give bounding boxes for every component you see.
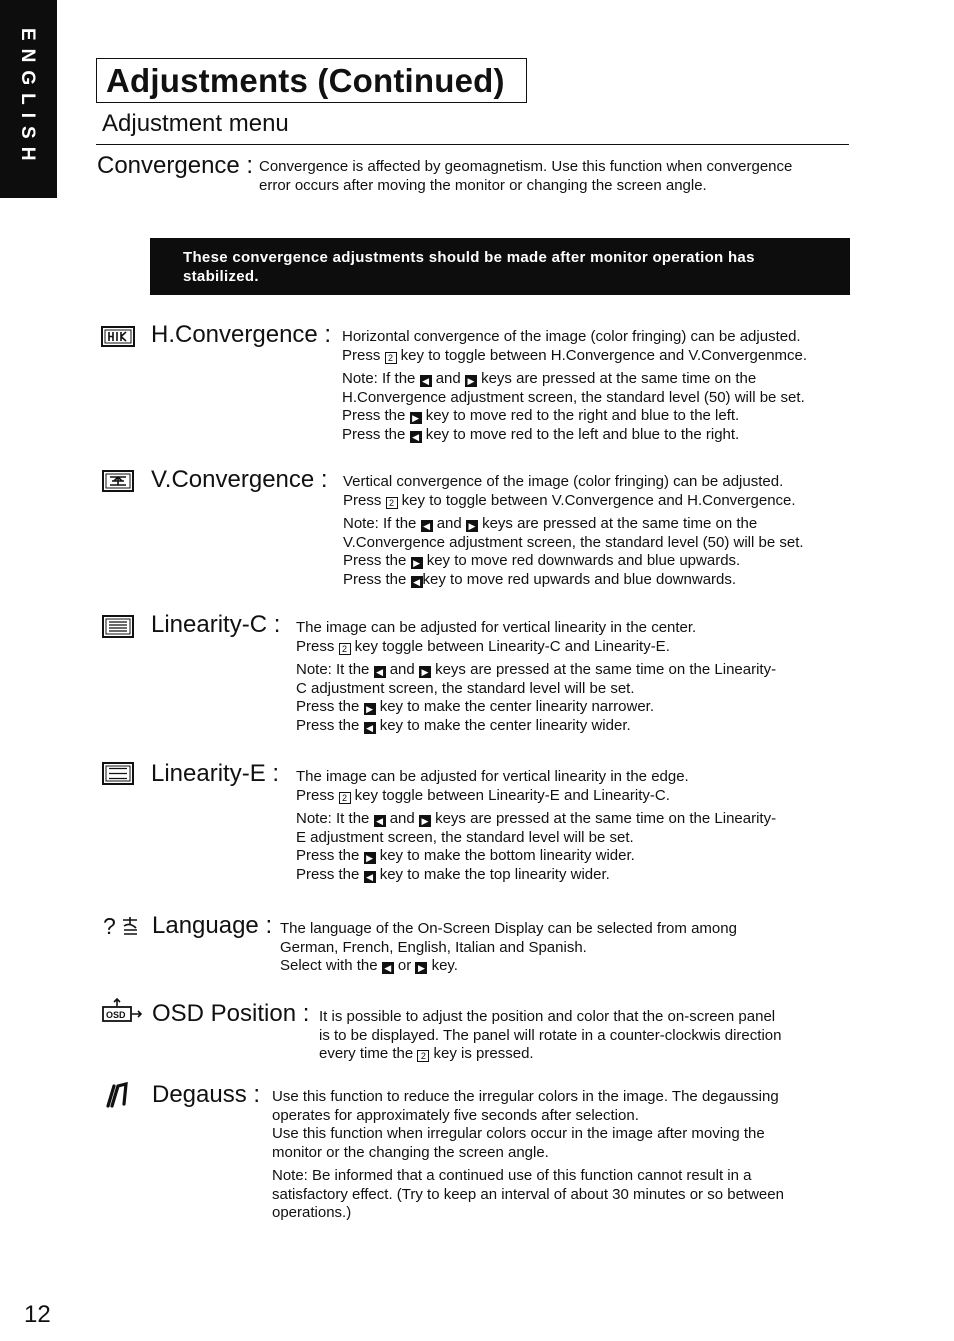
left-key-icon: ◀	[364, 722, 376, 734]
h-convergence-description: Horizontal convergence of the image (color fringing) can be adjusted. Press 2 key to toggle between H.Convergence and V.Convergenmce. Note: If the ◀ and ▶ keys are pressed at the same time on the H.Convergence adjustment screen, the standard level (50) will be set. Press the ▶ key to move red to the right and blue to the left. Press the ◀ key to move red to the left and blue to the right.	[342, 328, 808, 443]
degauss-label: Degauss :	[152, 1081, 261, 1108]
linearity-c-description: The image can be adjusted for vertical linearity in the center. Press 2 key toggle between Linearity-C and Linearity-E. Note: It the ◀ and ▶ keys are pressed at the same time on the Linearity- C adjustment screen, the standard level will be set. Press the ▶ key to make the center linearity narrower. Press the ◀ key to make the center linearity wider.	[296, 619, 777, 734]
right-key-icon: ▶	[466, 520, 478, 532]
section-subtitle: Adjustment menu	[102, 110, 289, 137]
v-convergence-description: Vertical convergence of the image (color fringing) can be adjusted. Press 2 key to toggle between V.Convergence and H.Convergence. Note: If the ◀ and ▶ keys are pressed at the same time on the V.Convergence adjustment screen, the standard level (50) will be set. Press the ▶ key to move red downwards and blue upwards. Press the ◀ key to move red upwards and blue downwards.	[343, 473, 804, 588]
left-key-icon: ◀	[374, 666, 386, 678]
convergence-description: Convergence is affected by geomagnetism. Use this function when convergence error occurs after moving the monitor or changing the screen angle.	[259, 158, 793, 194]
svg-text:OSD: OSD	[106, 1010, 126, 1020]
language-description: The language of the On-Screen Display can be selected from among German, French, English, Italian and Spanish. Select with the ◀ or ▶ key.	[280, 920, 737, 974]
linearity-c-icon	[102, 615, 134, 638]
right-key-icon: ▶	[465, 375, 477, 387]
osd-position-icon	[101, 997, 145, 1025]
v-convergence-label: V.Convergence :	[151, 466, 328, 493]
right-key-icon: ▶	[410, 412, 422, 424]
h-convergence-icon	[101, 326, 135, 347]
right-key-icon: ▶	[419, 666, 431, 678]
degauss-description: Use this function to reduce the irregular colors in the image. The degaussing operates for approximately five seconds after selection. Use this function when irregular colors occur in the image after moving the monitor or the changing the screen angle. Note: Be informed that a continued use of this function cannot result in a satisfactory effect. (Try to keep an interval of about 30 minutes or so between operations.)	[272, 1088, 784, 1221]
language-icon	[103, 914, 141, 938]
page-number: 12	[24, 1301, 51, 1328]
right-key-icon: ▶	[364, 852, 376, 864]
right-key-icon: ▶	[411, 557, 423, 569]
key-2-icon: 2	[339, 643, 351, 655]
right-key-icon: ▶	[419, 815, 431, 827]
linearity-e-icon	[102, 762, 134, 785]
v-convergence-icon	[102, 470, 134, 492]
convergence-label: Convergence :	[97, 152, 254, 179]
key-2-icon: 2	[417, 1050, 429, 1062]
left-key-icon: ◀	[382, 962, 394, 974]
right-key-icon: ▶	[364, 703, 376, 715]
degauss-icon	[104, 1080, 134, 1108]
svg-text:?: ?	[103, 914, 116, 938]
linearity-c-label: Linearity-C :	[151, 611, 281, 638]
left-key-icon: ◀	[410, 431, 422, 443]
language-label: Language :	[152, 912, 273, 939]
key-2-icon: 2	[339, 792, 351, 804]
osd-position-description: It is possible to adjust the position and color that the on-screen panel is to be displayed. The panel will rotate in a counter-clockwis direction every time the 2 key is pressed.	[319, 1008, 782, 1062]
h-convergence-label: H.Convergence :	[151, 321, 332, 348]
left-key-icon: ◀	[411, 576, 423, 588]
left-key-icon: ◀	[374, 815, 386, 827]
linearity-e-description: The image can be adjusted for vertical linearity in the edge. Press 2 key toggle between Linearity-E and Linearity-C. Note: It the ◀ and ▶ keys are pressed at the same time on the Linearity- E adjustment screen, the standard level will be set. Press the ▶ key to make the bottom linearity wider. Press the ◀ key to make the top linearity wider.	[296, 768, 777, 883]
osd-position-label: OSD Position :	[152, 1000, 310, 1027]
right-key-icon: ▶	[415, 962, 427, 974]
warning-banner	[150, 238, 850, 295]
left-key-icon: ◀	[421, 520, 433, 532]
subtitle-divider	[96, 144, 849, 145]
left-key-icon: ◀	[364, 871, 376, 883]
key-2-icon: 2	[385, 352, 397, 364]
page-title: Adjustments (Continued)	[106, 62, 505, 99]
left-key-icon: ◀	[420, 375, 432, 387]
warning-banner-text: These convergence adjustments should be made after monitor operation has stabilized.	[183, 249, 755, 285]
linearity-e-label: Linearity-E :	[151, 760, 280, 787]
key-2-icon: 2	[386, 497, 398, 509]
language-side-tab	[0, 0, 57, 198]
side-tab-label: ENGLISH	[17, 28, 38, 169]
